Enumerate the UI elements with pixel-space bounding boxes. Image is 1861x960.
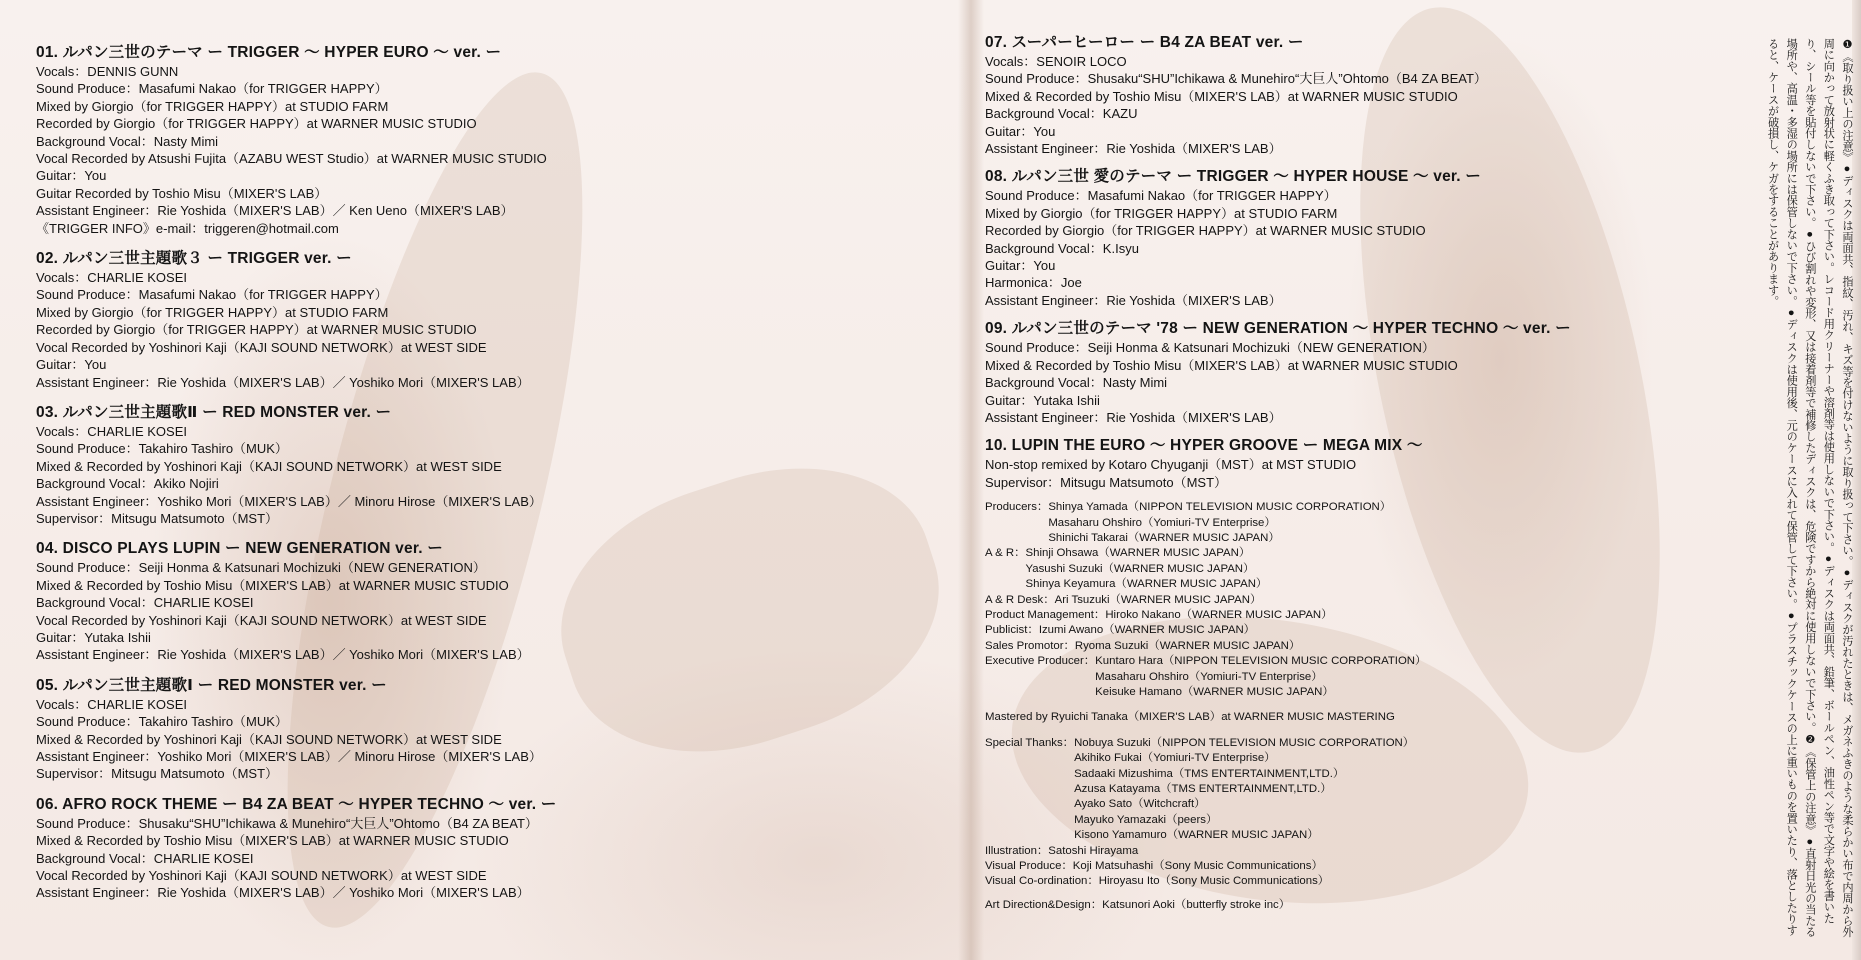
track-title: 05. ルパン三世主題歌Ⅰ ー RED MONSTER ver. ー bbox=[36, 676, 387, 694]
credit-name: Ari Tsuzuki（WARNER MUSIC JAPAN） bbox=[1054, 593, 1262, 606]
credit-line: Vocals：CHARLIE KOSEI bbox=[36, 696, 187, 712]
credit-row bbox=[985, 531, 1705, 546]
credit-label: Product Management： bbox=[985, 608, 1106, 621]
credit-line: Supervisor：Mitsugu Matsumoto（MST） bbox=[36, 510, 279, 526]
credit-line: 《TRIGGER INFO》e-mail：triggeren@hotmail.com bbox=[36, 220, 339, 236]
credit-line: Assistant Engineer：Rie Yoshida（MIXER'S LAB）／ Ken Ueno（MIXER'S LAB） bbox=[36, 203, 514, 219]
special-thanks-name: Nobuya Suzuki（NIPPON TELEVISION MUSIC CORPORATION） bbox=[1074, 736, 1415, 749]
track-title: 06. AFRO ROCK THEME ー B4 ZA BEAT ～ HYPER TECHNO ～ ver. ー bbox=[36, 795, 557, 813]
left-track-list bbox=[36, 0, 936, 902]
special-thanks-row bbox=[985, 736, 1705, 751]
credit-line: Background Vocal：Nasty Mimi bbox=[985, 375, 1168, 391]
track-block bbox=[985, 166, 1705, 309]
track-title: 09. ルパン三世のテーマ '78 ー NEW GENERATION ～ HYPER TECHNO ～ ver. ー bbox=[985, 320, 1571, 338]
credit-line: Guitar：Yutaka Ishii bbox=[985, 392, 1100, 408]
credit-line: Assistant Engineer：Yoshiko Mori（MIXER'S LAB）／ Minoru Hirose（MIXER'S LAB） bbox=[36, 493, 542, 509]
track-title: 02. ルパン三世主題歌３ ー TRIGGER ver. ー bbox=[36, 250, 352, 268]
credit-label: Publicist： bbox=[985, 624, 1039, 637]
track-block bbox=[36, 42, 936, 237]
credit-name: Masaharu Ohshiro（Yomiuri-TV Enterprise） bbox=[1048, 516, 1276, 529]
credit-line: Vocals：CHARLIE KOSEI bbox=[36, 270, 187, 286]
credit-row bbox=[985, 593, 1705, 608]
illustration-text: Illustration：Satoshi Hirayama bbox=[985, 844, 1139, 857]
track-block bbox=[36, 402, 936, 527]
special-thanks-name: Mayuko Yamazaki（peers） bbox=[1074, 813, 1218, 826]
credit-name: Kuntaro Hara（NIPPON TELEVISION MUSIC CORPORATION） bbox=[1095, 655, 1427, 668]
credit-line: Assistant Engineer：Rie Yoshida（MIXER'S LAB）／ Yoshiko Mori（MIXER'S LAB） bbox=[36, 374, 530, 390]
track-block bbox=[36, 794, 936, 902]
special-thanks bbox=[985, 736, 1705, 844]
credit-line: Vocal Recorded by Yoshinori Kaji（KAJI SOUND NETWORK）at WEST SIDE bbox=[36, 612, 487, 628]
visual-produce-credit bbox=[985, 859, 1705, 874]
credit-line: Assistant Engineer：Rie Yoshida（MIXER'S LAB）／ Yoshiko Mori（MIXER'S LAB） bbox=[36, 885, 530, 901]
special-thanks-name: Ayako Sato（Witchcraft） bbox=[1074, 798, 1206, 811]
credit-line: Sound Produce：Seiji Honma & Katsunari Mochizuki（NEW GENERATION） bbox=[985, 340, 1435, 356]
track-block bbox=[985, 318, 1705, 426]
credit-row bbox=[985, 546, 1705, 561]
credit-line: Guitar：You bbox=[36, 357, 107, 373]
mastered-credit bbox=[985, 710, 1705, 725]
handling-notes: ❶《取り扱い上の注意》●ディスクは両面共、指紋、汚れ、キズ等を付けないように取り扱って下さい。●ディスクが汚れたときは、メガネふきのような柔らかい布で内周から外周に向かって放射状に軽くふき取って下さい。レコード用クリーナーや溶剤等は使用しないで下さい。●ディスクは両面共、鉛筆、ボールペン、油性ペン等で文字や絵を書いたり、シール等を貼付しないで下さい。●ひび割れや変形、又は接着剤等で補修したディスクは、危険ですから絶対に使用しないで下さい。❷《保管上の注意》●直射日光の当たる場所や、高温・多湿の場所には保管しないで下さい。●ディスクは使用後、元のケースに入れて保管して下さい。●プラスチックケースの上に重いものを置いたり、落としたりすると、ケースが破損し、ケガをすることがあります。 bbox=[1766, 38, 1853, 938]
special-thanks-row bbox=[985, 828, 1705, 843]
right-panel bbox=[985, 0, 1705, 960]
credit-line: Assistant Engineer：Rie Yoshida（MIXER'S LAB） bbox=[985, 409, 1282, 425]
credit-line: Guitar：Yutaka Ishii bbox=[36, 629, 151, 645]
visual-coordination-credit bbox=[985, 874, 1705, 889]
credit-line: Background Vocal：Akiko Nojiri bbox=[36, 476, 219, 492]
track-title: 03. ルパン三世主題歌Ⅱ ー RED MONSTER ver. ー bbox=[36, 403, 392, 421]
special-thanks-row bbox=[985, 782, 1705, 797]
credit-name: Izumi Awano（WARNER MUSIC JAPAN） bbox=[1038, 624, 1256, 637]
right-track-list bbox=[985, 0, 1705, 491]
credit-row bbox=[985, 623, 1705, 638]
visual-produce-text: Visual Produce：Koji Matsuhashi（Sony Music Communications） bbox=[985, 860, 1323, 873]
credit-name: Ryoma Suzuki（WARNER MUSIC JAPAN） bbox=[1074, 639, 1301, 652]
credit-line: Recorded by Giorgio（for TRIGGER HAPPY）at WARNER MUSIC STUDIO bbox=[985, 223, 1426, 239]
special-thanks-name: Akihiko Fukai（Yomiuri-TV Enterprise） bbox=[1074, 752, 1276, 765]
credit-line: Vocal Recorded by Yoshinori Kaji（KAJI SOUND NETWORK）at WEST SIDE bbox=[36, 868, 487, 884]
credit-line: Supervisor：Mitsugu Matsumoto（MST） bbox=[36, 766, 279, 782]
credit-row bbox=[985, 608, 1705, 623]
credit-line: Harmonica：Joe bbox=[985, 275, 1082, 291]
credit-rows bbox=[985, 500, 1705, 700]
credit-line: Mixed by Giorgio（for TRIGGER HAPPY）at STUDIO FARM bbox=[36, 98, 389, 114]
special-thanks-row bbox=[985, 797, 1705, 812]
credit-name: Shinya Keyamura（WARNER MUSIC JAPAN） bbox=[1025, 578, 1268, 591]
special-thanks-name: Azusa Katayama（TMS ENTERTAINMENT,LTD.） bbox=[1074, 783, 1332, 796]
credit-line: Recorded by Giorgio（for TRIGGER HAPPY）at WARNER MUSIC STUDIO bbox=[36, 116, 477, 132]
credit-row bbox=[985, 639, 1705, 654]
credit-line: Sound Produce：Seiji Honma & Katsunari Mochizuki（NEW GENERATION） bbox=[36, 560, 486, 576]
special-thanks-name: Kisono Yamamuro（WARNER MUSIC JAPAN） bbox=[1074, 829, 1319, 842]
credit-line: Guitar：You bbox=[985, 123, 1056, 139]
credit-label: Sales Promotor： bbox=[985, 639, 1075, 652]
track-title: 04. DISCO PLAYS LUPIN ー NEW GENERATION ver. ー bbox=[36, 540, 443, 558]
credit-line: Sound Produce：Masafumi Nakao（for TRIGGER HAPPY） bbox=[36, 81, 388, 97]
credit-label: Producers： bbox=[985, 501, 1049, 514]
credit-line: Assistant Engineer：Rie Yoshida（MIXER'S LAB） bbox=[985, 292, 1282, 308]
staff-credits bbox=[985, 500, 1705, 913]
credit-line: Mixed by Giorgio（for TRIGGER HAPPY）at STUDIO FARM bbox=[985, 205, 1338, 221]
credit-line: Mixed & Recorded by Toshio Misu（MIXER'S LAB）at WARNER MUSIC STUDIO bbox=[36, 577, 509, 593]
credit-line: Assistant Engineer：Rie Yoshida（MIXER'S LAB） bbox=[985, 141, 1282, 157]
credit-line: Guitar：You bbox=[985, 258, 1056, 274]
credit-line: Sound Produce：Takahiro Tashiro（MUK） bbox=[36, 441, 288, 457]
credit-line: Vocal Recorded by Atsushi Fujita（AZABU WEST Studio）at WARNER MUSIC STUDIO bbox=[36, 151, 547, 167]
track-block bbox=[985, 435, 1705, 491]
credit-line: Sound Produce：Masafumi Nakao（for TRIGGER HAPPY） bbox=[36, 287, 388, 303]
credit-line: Sound Produce：Takahiro Tashiro（MUK） bbox=[36, 714, 288, 730]
credit-line: Background Vocal：CHARLIE KOSEI bbox=[36, 850, 254, 866]
credit-row bbox=[985, 577, 1705, 592]
visual-coordination-text: Visual Co-ordination：Hiroyasu Ito（Sony Music Communications） bbox=[985, 875, 1330, 888]
credit-row bbox=[985, 562, 1705, 577]
credit-row bbox=[985, 500, 1705, 515]
credit-name: Keisuke Hamano（WARNER MUSIC JAPAN） bbox=[1095, 686, 1334, 698]
special-thanks-row bbox=[985, 767, 1705, 782]
track-title: 10. LUPIN THE EURO ～ HYPER GROOVE ー MEGA MIX ～ bbox=[985, 437, 1423, 455]
credit-line: Vocals：DENNIS GUNN bbox=[36, 64, 179, 79]
credit-line: Sound Produce：Shusaku“SHU”Ichikawa & Munehiro“大巨人”Ohtomo（B4 ZA BEAT） bbox=[985, 71, 1487, 87]
track-title: 08. ルパン三世 愛のテーマ ー TRIGGER ～ HYPER HOUSE ～ ver. ー bbox=[985, 168, 1481, 186]
art-direction-credit bbox=[985, 898, 1705, 913]
art-direction-text: Art Direction&Design：Katsunori Aoki（butterfly stroke inc） bbox=[985, 898, 1291, 911]
track-title: 01. ルパン三世のテーマ ー TRIGGER ～ HYPER EURO ～ ver. ー bbox=[36, 44, 502, 61]
credit-line: Background Vocal：Nasty Mimi bbox=[36, 133, 219, 149]
credit-row bbox=[985, 654, 1705, 669]
credit-line: Assistant Engineer：Rie Yoshida（MIXER'S LAB）／ Yoshiko Mori（MIXER'S LAB） bbox=[36, 647, 530, 663]
credit-row bbox=[985, 516, 1705, 531]
credit-line: Mixed & Recorded by Yoshinori Kaji（KAJI SOUND NETWORK）at WEST SIDE bbox=[36, 731, 502, 747]
track-block bbox=[985, 32, 1705, 157]
special-thanks-row bbox=[985, 751, 1705, 766]
track-block bbox=[36, 248, 936, 391]
credit-line: Mixed & Recorded by Yoshinori Kaji（KAJI SOUND NETWORK）at WEST SIDE bbox=[36, 458, 502, 474]
special-thanks-label: Special Thanks： bbox=[985, 736, 1075, 749]
credit-line: Mixed & Recorded by Toshio Misu（MIXER'S LAB）at WARNER MUSIC STUDIO bbox=[985, 88, 1458, 104]
left-panel bbox=[36, 0, 936, 960]
credit-line: Vocals：CHARLIE KOSEI bbox=[36, 423, 187, 439]
credit-line: Guitar：You bbox=[36, 168, 107, 184]
credit-line: Background Vocal：CHARLIE KOSEI bbox=[36, 595, 254, 611]
credit-line: Assistant Engineer：Yoshiko Mori（MIXER'S LAB）／ Minoru Hirose（MIXER'S LAB） bbox=[36, 749, 542, 764]
illustration-credit bbox=[985, 844, 1705, 859]
credit-name: Yasushi Suzuki（WARNER MUSIC JAPAN） bbox=[1025, 562, 1255, 575]
credit-name: Masaharu Ohshiro（Yomiuri-TV Enterprise） bbox=[1095, 670, 1323, 683]
credit-line: Non-stop remixed by Kotaro Chyuganji（MST）at MST STUDIO bbox=[985, 457, 1357, 473]
credit-label: Executive Producer： bbox=[985, 655, 1096, 668]
special-thanks-row bbox=[985, 813, 1705, 828]
credit-row bbox=[985, 670, 1705, 685]
credit-line: Vocals：SENOIR LOCO bbox=[985, 54, 1127, 69]
credit-name: Shinya Yamada（NIPPON TELEVISION MUSIC CORPORATION） bbox=[1048, 501, 1392, 514]
credit-line: Sound Produce：Shusaku“SHU”Ichikawa & Munehiro“大巨人”Ohtomo（B4 ZA BEAT） bbox=[36, 815, 538, 831]
credit-name: Shinji Ohsawa（WARNER MUSIC JAPAN） bbox=[1025, 547, 1251, 560]
track-block bbox=[36, 538, 936, 663]
credit-line: Guitar Recorded by Toshio Misu（MIXER'S LAB） bbox=[36, 185, 328, 201]
track-title: 07. スーパーヒーロー ー B4 ZA BEAT ver. ー bbox=[985, 34, 1304, 51]
special-thanks-name: Sadaaki Mizushima（TMS ENTERTAINMENT,LTD.） bbox=[1074, 767, 1345, 780]
credit-line: Mixed & Recorded by Toshio Misu（MIXER'S LAB）at WARNER MUSIC STUDIO bbox=[985, 357, 1458, 373]
credit-row bbox=[985, 685, 1705, 700]
credit-name: Shinichi Takarai（WARNER MUSIC JAPAN） bbox=[1048, 531, 1280, 544]
credit-line: Background Vocal：K.Isyu bbox=[985, 240, 1139, 256]
credit-label: A & R： bbox=[985, 547, 1026, 560]
booklet-fold bbox=[958, 0, 984, 960]
credit-line: Sound Produce：Masafumi Nakao（for TRIGGER HAPPY） bbox=[985, 188, 1337, 204]
credit-label: A & R Desk： bbox=[985, 593, 1055, 606]
credit-line: Vocal Recorded by Yoshinori Kaji（KAJI SOUND NETWORK）at WEST SIDE bbox=[36, 339, 487, 355]
credit-line: Recorded by Giorgio（for TRIGGER HAPPY）at WARNER MUSIC STUDIO bbox=[36, 322, 477, 338]
credit-line: Mixed by Giorgio（for TRIGGER HAPPY）at STUDIO FARM bbox=[36, 304, 389, 320]
mastered-text: Mastered by Ryuichi Tanaka（MIXER'S LAB）at WARNER MUSIC MASTERING bbox=[985, 711, 1395, 724]
track-block bbox=[36, 675, 936, 783]
credit-line: Supervisor：Mitsugu Matsumoto（MST） bbox=[985, 474, 1228, 490]
credit-line: Background Vocal：KAZU bbox=[985, 106, 1138, 122]
credit-name: Hiroko Nakano（WARNER MUSIC JAPAN） bbox=[1105, 608, 1333, 621]
credit-line: Mixed & Recorded by Toshio Misu（MIXER'S LAB）at WARNER MUSIC STUDIO bbox=[36, 833, 509, 849]
